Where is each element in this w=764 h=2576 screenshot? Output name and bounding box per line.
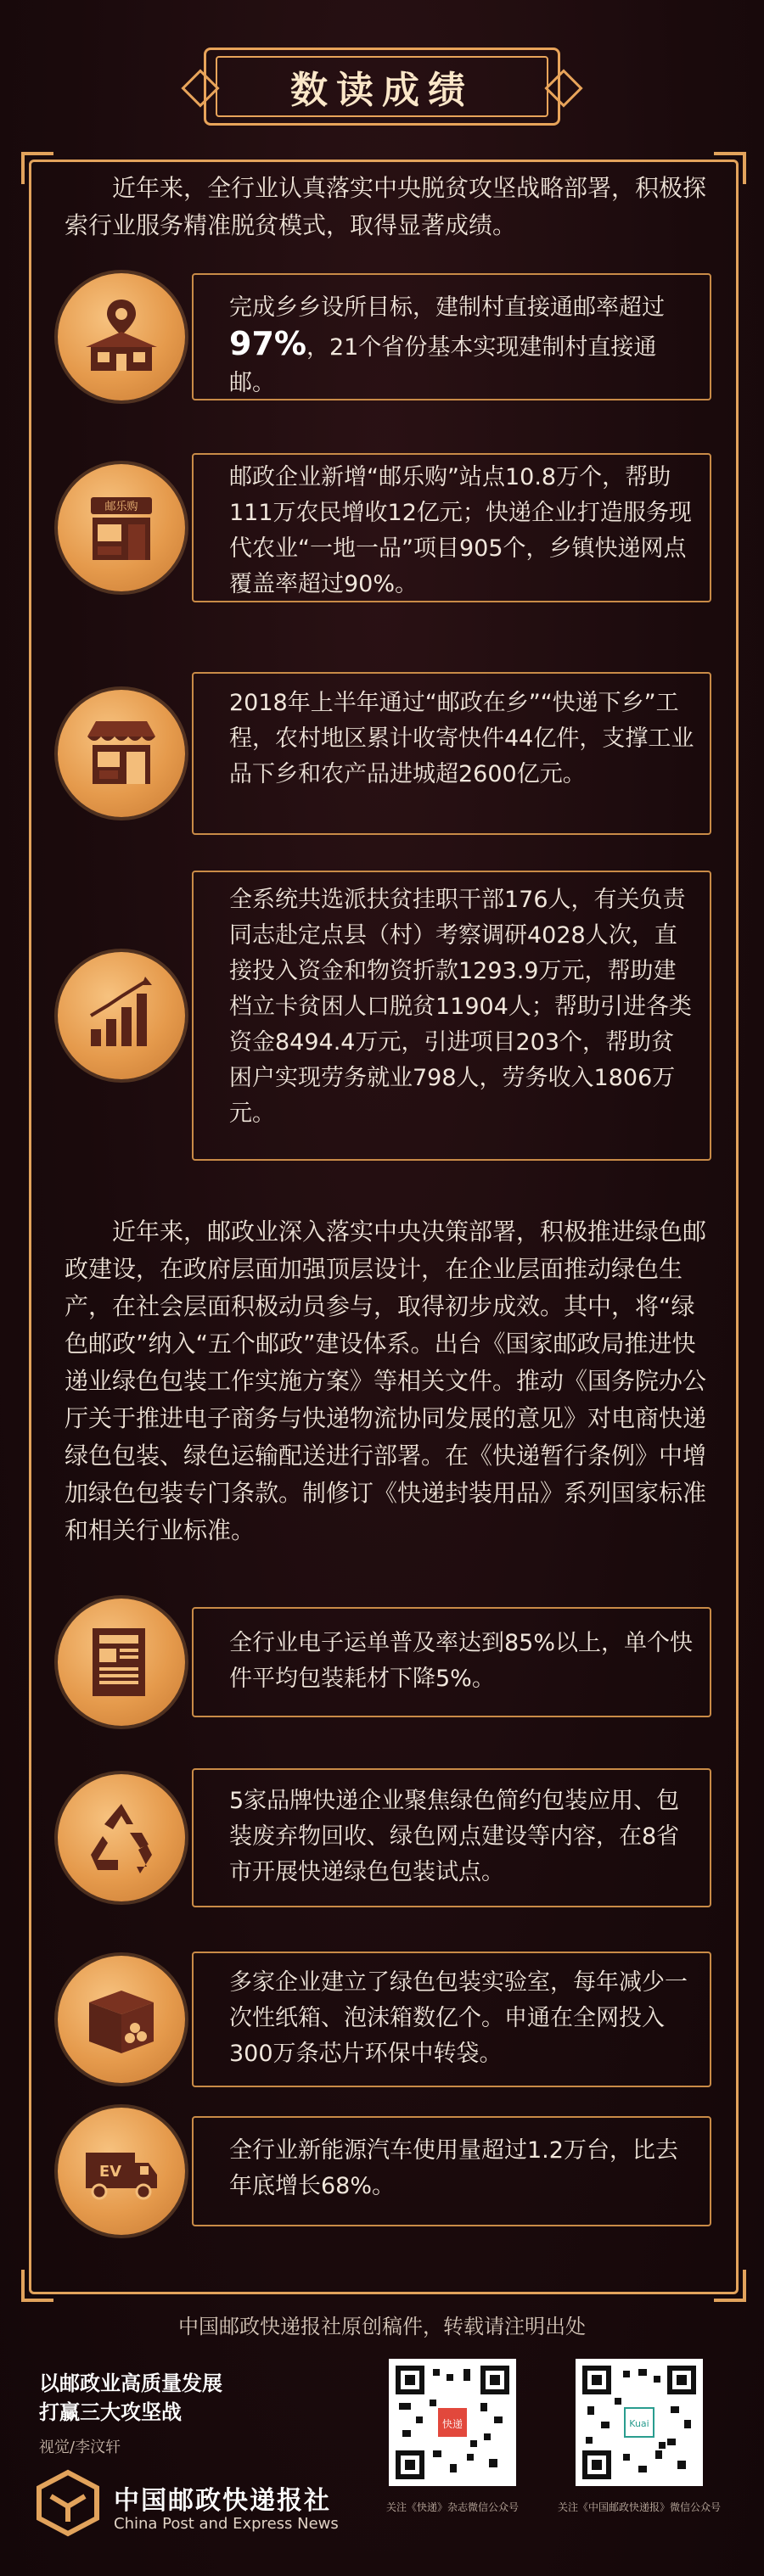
svg-text:Kuai: Kuai [629,2418,649,2429]
org-name-chinese: 中国邮政快递报社 [114,2486,331,2516]
page-title: 数读成绩 [216,56,548,117]
growth-chart-icon [58,952,185,1079]
visual-credit: 视觉/李汶轩 [39,2439,121,2456]
intro-paragraph-poverty: 近年来，全行业认真落实中央脱贫攻坚战略部署，积极探索行业服务精准脱贫模式，取得显著成绩。 [65,174,707,239]
youlegou-store-icon [58,464,185,591]
qr-caption-kuaidi-magazine: 关注《快递》杂志微信公众号 [385,2501,519,2513]
stat-card-text: 全系统共选派扶贫挂职干部176人，有关负责同志赴定点县（村）考察调研4028人次，直接投入资金和物资折款1293.9万元，帮助建档立卡贫困人口脱贫11904人；帮助引进各类资金8494.4万元，引进项目203个，帮助贫困户实现劳务就业798人，劳务收入1806万元。 [229,887,692,1127]
recycle-icon [58,1774,185,1901]
svg-text:邮乐购: 邮乐购 [104,501,138,513]
slogan-line-2: 打赢三大攻坚战 [39,2400,182,2424]
org-name-english: China Post and Express News [114,2515,339,2533]
stat-card-poverty-cadres [58,871,711,1161]
intro-paragraph-green-postal: 近年来，邮政业深入落实中央决策部署，积极推进绿色邮政建设，在政府层面加强顶层设计，在企业层面推动绿色生产，在社会层面积极动员参与，取得初步成效。其中，将“绿色邮政”纳入“五个邮政”建设体系。出台《国家邮政局推进快递业绿色包装工作实施方案》等相关文件。推动《国务院办公厅关于推进电子商务与快递物流协同发展的意见》对电商快递绿色包装、绿色运输配送进行部署。在《快递暂行条例》中增加绿色包装专门条款。制修订《快递封装用品》系列国家标准和相关行业标准。 [65,1218,707,1544]
package-box-icon [58,1956,185,2083]
slogan [39,2369,222,2427]
qr-code-kuaidi-magazine[interactable] [389,2359,516,2486]
slogan-line-1: 以邮政业高质量发展 [39,2372,222,2395]
stat-card-text: 邮政企业新增“邮乐购”站点10.8万个，帮助111万农民增收12亿元；快递企业打造服务现代农业“一地一品”项目905个，乡镇快递网点覆盖率超过90%。 [229,464,692,597]
svg-text:快递: 快递 [441,2418,463,2430]
stat-card-e-waybill [58,1607,711,1717]
frame-corner [714,2270,746,2302]
stat-card-text: 完成乡乡设所目标，建制村直接通邮率超过97%，21个省份基本实现建制村直接通邮。 [229,294,665,396]
village-post-office-icon [58,273,185,400]
title-banner [204,48,560,126]
qr-code-icon [396,2366,509,2479]
stat-card-text: 5家品牌快递企业聚焦绿色简约包装应用、包装废弃物回收、绿色网点建设等内容，在8省市开展快递绿色包装试点。 [229,1788,680,1885]
highlight-value: 97% [229,325,306,362]
svg-text:EV: EV [98,2163,122,2181]
qr-caption-express-news: 关注《中国邮政快递报》微信公众号 [557,2501,721,2513]
ev-truck-icon [58,2108,185,2235]
china-post-logo-icon [34,2469,102,2537]
shop-awning-icon [58,690,185,817]
stat-card-new-energy [58,2116,711,2226]
frame-corner [714,152,746,184]
stat-card-text: 全行业新能源汽车使用量超过1.2万台，比去年底增长68%。 [229,2137,678,2199]
source-note: 中国邮政快递报社原创稿件，转载请注明出处 [178,2315,586,2338]
stat-card-youlegou [58,453,711,602]
qr-code-express-news[interactable] [576,2359,703,2486]
frame-corner [21,152,53,184]
stat-card-text: 全行业电子运单普及率达到85%以上，单个快件平均包装耗材下降5%。 [229,1630,694,1692]
stat-card-green-pilot [58,1768,711,1907]
qr-code-icon [582,2366,696,2479]
stat-card-rural-express [58,672,711,835]
frame-corner [21,2270,53,2302]
stat-card-text: 多家企业建立了绿色包装实验室，每年减少一次性纸箱、泡沫箱数亿个。申通在全网投入300万条芯片环保中转袋。 [229,1969,688,2067]
stat-card-direct-mail [58,273,711,400]
e-waybill-icon [58,1599,185,1726]
stat-card-text: 2018年上半年通过“邮政在乡”“快递下乡”工程，农村地区累计收寄快件44亿件，支撑工业品下乡和农产品进城超2600亿元。 [229,690,694,787]
stat-card-packaging-lab [58,1952,711,2087]
